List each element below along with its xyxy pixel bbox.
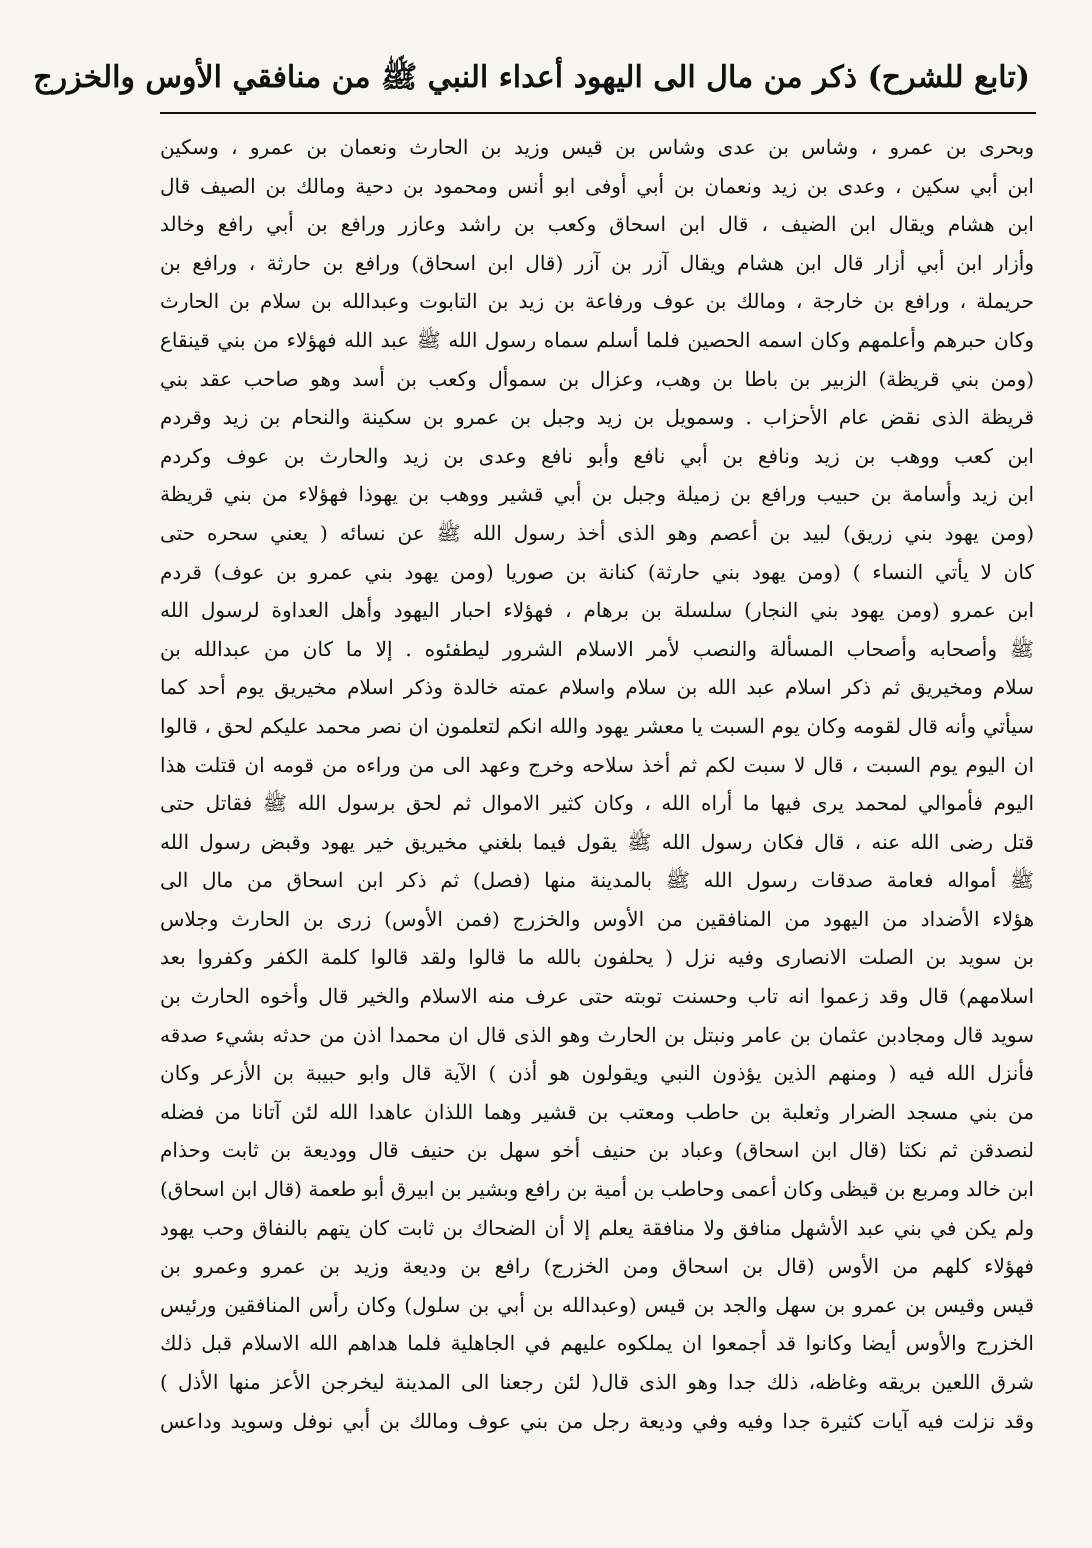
text-line: ﷺ وأصحابه وأصحاب المسألة والنصب لأمر الاسلام الشرور ليطفئوه . إلا ما كان من عبدالله بن bbox=[160, 636, 1034, 661]
text-line: حريملة ، ورافع بن خارجة ، ومالك بن عوف ورفاعة بن زيد بن التابوت وعبدالله بن سلام بن الحارث bbox=[160, 289, 1034, 314]
text-line: سويد قال ومجادبن عثمان بن عامر ونبتل بن الحارث وهو الذى قال ان محمدا اذن من حدثه بشيء صدقه bbox=[160, 1022, 1034, 1047]
text-line: ابن عمرو (ومن يهود بني النجار) سلسلة بن برهام ، فهؤلاء احبار اليهود وأهل العداوة لرسول الله bbox=[160, 598, 1034, 623]
text-line: ابن كعب ووهب بن زيد ونافع بن أبي نافع وأبو نافع وعدى بن زيد والحارث بن عوف وكردم bbox=[160, 443, 1034, 468]
text-line: من بني مسجد الضرار وثعلبة بن حاطب ومعتب بن قشير وهما اللذان عاهدا الله لئن آتانا من فضله bbox=[160, 1099, 1034, 1124]
text-line: ولم يكن في بني عبد الأشهل منافق ولا منافقة يعلم إلا أن الضحاك بن ثابت كان يتهم بالنفاق وحب يهود bbox=[160, 1215, 1034, 1240]
text-line: ﷺ أمواله فعامة صدقات رسول الله ﷺ بالمدينة منها (فصل) ثم ذكر ابن اسحاق من مال الى bbox=[160, 868, 1034, 893]
text-line: ابن هشام ويقال ابن الضيف ، قال ابن اسحاق وكعب بن راشد وعازر ورافع بن أبي رافع وخالد bbox=[160, 212, 1034, 237]
text-line: (ومن بني قريظة) الزبير بن باطا بن وهب، وعزال بن سموأل وكعب بن أسد وهو صاحب عقد بني bbox=[160, 366, 1034, 391]
text-line: ابن زيد وأسامة بن حبيب ورافع بن زميلة وجبل بن أبي قشير ووهب بن يهوذا فهؤلاء من بني قريظة bbox=[160, 482, 1034, 507]
text-line: سيأتي وأنه قال لقومه وكان يوم السبت يا معشر يهود والله انكم لتعلمون ان نصر محمد عليكم لحق ، قالوا bbox=[160, 713, 1034, 738]
text-line: قتل رضى الله عنه ، قال فكان رسول الله ﷺ يقول فيما بلغني مخيريق خير يهود وقبض رسول الله bbox=[160, 829, 1034, 854]
text-line: شرق اللعين بريقه وغاظه، ذلك جدا وهو الذى قال( لئن رجعنا الى المدينة ليخرجن الأعز منها الأذل ) bbox=[160, 1370, 1034, 1394]
text-line: وقد نزلت فيه آيات كثيرة جدا وفيه وفي وديعة رجل من بني عوف ومالك بن أبي نوفل وسويد وداعس bbox=[160, 1408, 1034, 1433]
body-text bbox=[160, 128, 1034, 1512]
text-line: هؤلاء الأضداد من اليهود من المنافقين من الأوس والخزرج (فمن الأوس) زرى بن الحارث وجلاس bbox=[160, 906, 1034, 931]
text-line: وبحرى بن عمرو ، وشاس بن عدى وشاس بن قيس وزيد بن الحارث ونعمان بن عمرو ، وسكين bbox=[160, 135, 1034, 159]
header-rule bbox=[160, 112, 1036, 114]
text-line: ابن أبي سكين ، وعدى بن زيد ونعمان بن أبي أوفى ابو أنس ومحمود بن دحية ومالك بن الصيف قال bbox=[160, 173, 1034, 198]
text-line: لنصدقن ثم نكثا (قال ابن اسحاق) وعباد بن حنيف أخو سهل بن حنيف قال ووديعة بن ثابت وحذام bbox=[160, 1138, 1034, 1163]
running-header bbox=[33, 52, 1030, 108]
text-line: فأنزل الله فيه ( ومنهم الذين يؤذون النبي ويقولون هو أذن ) الآية قال وابو حبيبة بن الأزعر وكان bbox=[160, 1061, 1034, 1086]
text-line: قريظة الذى نقض عام الأحزاب . وسمويل بن زيد وجبل بن عمرو بن سكينة والنحام بن زيد وقردم bbox=[160, 405, 1034, 430]
text-line: اسلامهم) قال وقد زعموا انه تاب وحسنت توبته حتى عرف منه الاسلام والخير قال وأخوه الحارث بن bbox=[160, 984, 1034, 1009]
text-line: وكان حبرهم وأعلمهم وكان اسمه الحصين فلما أسلم سماه رسول الله ﷺ عبد الله فهؤلاء من بني قينقاع bbox=[160, 327, 1034, 352]
text-line: سلام ومخيريق ثم ذكر اسلام عبد الله بن سلام واسلام عمته خالدة وذكر اسلام مخيريق يوم أحد كما bbox=[160, 675, 1034, 700]
text-line: اليوم فأموالي لمحمد يرى فيها ما أراه الله ، وكان كثير الاموال ثم لحق برسول الله ﷺ فقاتل حتى bbox=[160, 791, 1034, 816]
text-line: وأزار ابن أبي أزار قال ابن هشام ويقال آزر بن آزر (قال ابن اسحاق) ورافع بن حارثة ، ورافع بن bbox=[160, 250, 1034, 275]
text-line: فهؤلاء كلهم من الأوس (قال بن اسحاق ومن الخزرج) رافع بن وديعة وزيد بن عمرو وعمرو بن bbox=[160, 1254, 1034, 1279]
text-line: كان لا يأتي النساء ) (ومن يهود بني حارثة) كنانة بن صوريا (ومن يهود بني عمرو بن عوف) قردم bbox=[160, 559, 1034, 584]
text-line: ابن خالد ومربع بن قيظى وكان أعمى وحاطب بن أمية بن رافع وبشير بن ابيرق أبو طعمة (قال ابن اسحاق) bbox=[160, 1177, 1034, 1202]
header-title: (تابع للشرح) ذكر من مال الى اليهود أعداء النبي ﷺ من منافقي الأوس والخزرج bbox=[33, 59, 1030, 95]
text-line: قيس وقيس بن عمرو بن سهل والجد بن قيس (وعبدالله بن أبي بن سلول) وكان رأس المنافقين ورئيس bbox=[160, 1292, 1034, 1317]
text-line: ان اليوم يوم السبت ، قال لا سبت لكم ثم أخذ سلاحه وخرج وعهد الى من وراءه من قومه ان قتلت هذا bbox=[160, 752, 1034, 777]
text-line: بن سويد بن الصلت الانصارى وفيه نزل ( يحلفون بالله ما قالوا ولقد قالوا كلمة الكفر وكفروا بعد bbox=[160, 945, 1034, 970]
text-line: الخزرج والأوس أيضا وكانوا قد أجمعوا ان يملكوه عليهم في الجاهلية فلما هداهم الله الاسلام قبل ذلك bbox=[160, 1331, 1034, 1356]
text-line: (ومن يهود بني زريق) لبيد بن أعصم وهو الذى أخذ رسول الله ﷺ عن نسائه ( يعني سحره حتى bbox=[160, 520, 1034, 545]
